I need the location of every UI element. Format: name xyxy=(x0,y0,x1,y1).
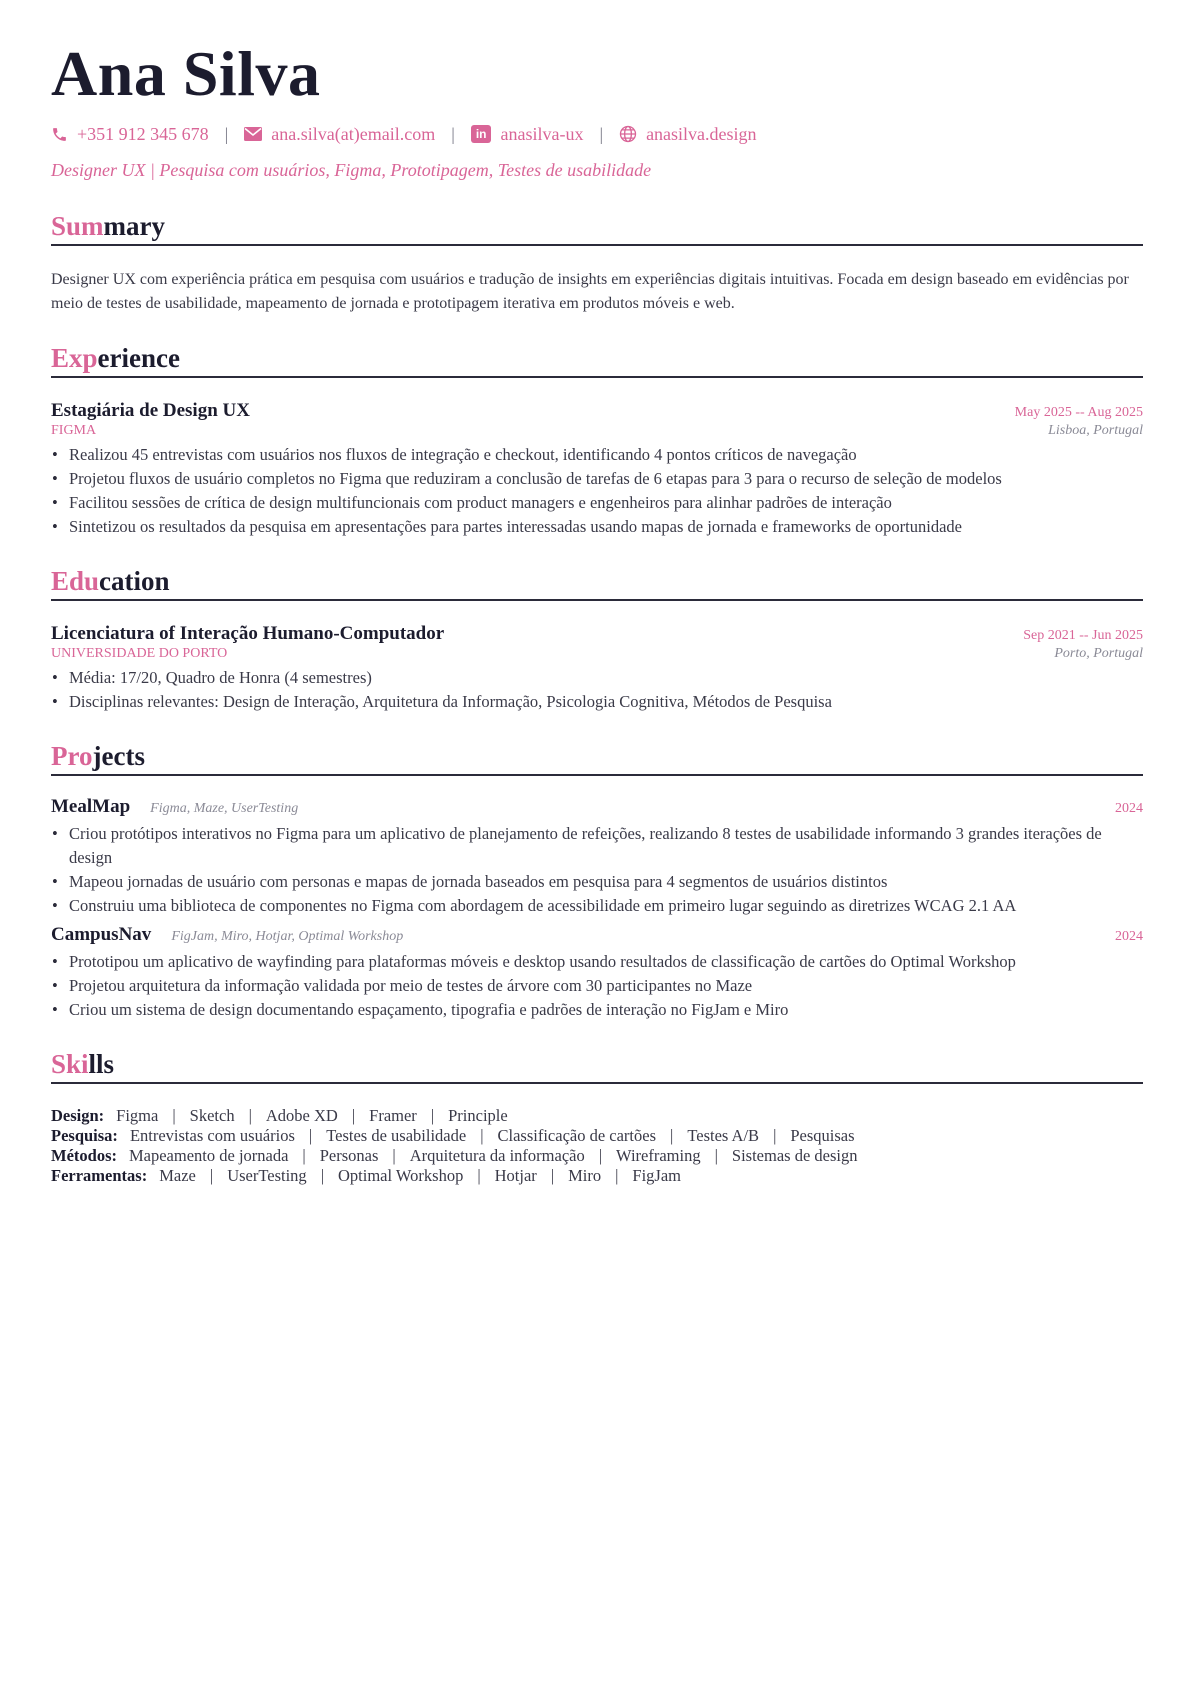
skill-separator: | xyxy=(550,1166,555,1185)
list-item: • Realizou 45 entrevistas com usuários nos fluxos de integração e checkout, identificando 4 pontos críticos de navegação xyxy=(69,443,1143,467)
skill-item: Testes A/B xyxy=(687,1126,760,1145)
job-title: Estagiária de Design UX xyxy=(51,400,250,421)
skill-item: Classificação de cartões xyxy=(497,1126,657,1145)
skill-row-ferramentas xyxy=(51,1166,1143,1186)
school-name: UNIVERSIDADE DO PORTO xyxy=(51,646,228,661)
skill-label: Design: xyxy=(51,1106,105,1125)
education-bullets xyxy=(51,666,1143,714)
contact-separator: | xyxy=(224,123,229,144)
experience-entry xyxy=(51,400,1143,539)
skill-item: Entrevistas com usuários xyxy=(129,1126,295,1145)
skill-separator: | xyxy=(392,1146,396,1165)
skill-separator: | xyxy=(477,1166,481,1185)
skill-item: Framer xyxy=(369,1106,417,1125)
school-location: Porto, Portugal xyxy=(1054,646,1143,661)
project-entry xyxy=(51,796,1143,918)
list-item: • Prototipou um aplicativo de wayfinding para plataformas móveis e desktop usando resultados de classificação de cartões do Optimal Workshop xyxy=(69,950,1143,974)
skill-item: FigJam xyxy=(632,1166,682,1185)
resume-page xyxy=(51,36,1143,1186)
project-tools: Figma, Maze, UserTesting xyxy=(150,801,299,816)
education-entry xyxy=(51,623,1143,714)
degree-title: Licenciatura of Interação Humano-Computador xyxy=(51,623,445,644)
skill-separator: | xyxy=(248,1106,252,1125)
section-title-projects: Projects xyxy=(51,740,1143,776)
skill-item: Optimal Workshop xyxy=(338,1166,464,1185)
skill-item: Mapeamento de jornada xyxy=(128,1146,289,1165)
skill-item: Sketch xyxy=(189,1106,235,1125)
first-name: Ana xyxy=(51,38,167,109)
project-year: 2024 xyxy=(1115,801,1143,816)
skill-item: Adobe XD xyxy=(265,1106,338,1125)
project-bullets xyxy=(51,950,1143,1022)
project-title: MealMap xyxy=(51,796,131,817)
project-entry xyxy=(51,924,1143,1022)
skill-label: Ferramentas: xyxy=(51,1166,148,1185)
contact-phone[interactable] xyxy=(51,124,209,145)
list-item: • Projetou fluxos de usuário completos no Figma que reduziram a conclusão de tarefas de 6 etapas para 3 para o recurso de seleção de modelos xyxy=(69,467,1143,491)
project-title: CampusNav xyxy=(51,924,152,945)
education-dates: Sep 2021 -- Jun 2025 xyxy=(1023,628,1143,643)
contact-linkedin[interactable] xyxy=(471,124,584,145)
skill-row-pesquisa xyxy=(51,1126,1143,1146)
list-item: • Criou um sistema de design documentando espaçamento, tipografia e padrões de interação no FigJam e Miro xyxy=(69,998,1143,1022)
skill-separator: | xyxy=(302,1146,306,1165)
skill-row-metodos xyxy=(51,1146,1143,1166)
globe-icon xyxy=(619,125,637,143)
skill-separator: | xyxy=(172,1106,176,1125)
list-item: • Projetou arquitetura da informação validada por meio de testes de árvore com 30 participantes no Maze xyxy=(69,974,1143,998)
linkedin-handle: anasilva-ux xyxy=(500,123,584,144)
list-item: • Média: 17/20, Quadro de Honra (4 semestres) xyxy=(69,666,1143,690)
skill-item: Pesquisas xyxy=(790,1126,855,1145)
skill-item: Arquitetura da informação xyxy=(409,1146,585,1165)
skill-item: UserTesting xyxy=(227,1166,307,1185)
project-year: 2024 xyxy=(1115,929,1143,944)
list-item: • Disciplinas relevantes: Design de Interação, Arquitetura da Informação, Psicologia Cognitiva, Métodos de Pesquisa xyxy=(69,690,1143,714)
list-item: • Criou protótipos interativos no Figma para um aplicativo de planejamento de refeições, realizando 8 testes de usabilidade informando 3 grandes iterações de design xyxy=(69,822,1143,870)
summary-text: Designer UX com experiência prática em pesquisa com usuários e tradução de insights em experiências digitais intuitivas. Focada em design baseado em evidências por meio de testes de usabilidade, mapeamento de jornada e prototipagem iterativa em produtos móveis e web. xyxy=(51,271,1129,312)
skill-row-design xyxy=(51,1106,1143,1126)
list-item: • Construiu uma biblioteca de componentes no Figma com abordagem de acessibilidade em primeiro lugar seguindo as diretrizes WCAG 2.1 AA xyxy=(69,894,1143,918)
skill-item: Hotjar xyxy=(494,1166,537,1185)
section-title-summary: Summary xyxy=(51,210,1143,246)
skill-item: Principle xyxy=(448,1106,508,1125)
skill-separator: | xyxy=(615,1166,619,1185)
job-dates: May 2025 -- Aug 2025 xyxy=(1014,405,1143,420)
website-url: anasilva.design xyxy=(646,123,757,144)
skill-item: Miro xyxy=(568,1166,602,1185)
experience-bullets xyxy=(51,443,1143,539)
skill-separator: | xyxy=(773,1126,777,1145)
skill-item: Figma xyxy=(116,1106,159,1125)
contact-separator: | xyxy=(599,123,604,144)
contact-website[interactable] xyxy=(619,124,756,145)
list-item: • Sintetizou os resultados da pesquisa em apresentações para partes interessadas usando mapas de jornada e frameworks de oportunidade xyxy=(69,515,1143,539)
skill-separator: | xyxy=(598,1146,603,1165)
section-title-experience: Experience xyxy=(51,342,1143,378)
company-name: FIGMA xyxy=(51,423,97,438)
phone-icon xyxy=(51,126,68,143)
project-tools: FigJam, Miro, Hotjar, Optimal Workshop xyxy=(171,929,404,944)
linkedin-icon: in xyxy=(471,125,492,143)
skill-separator: | xyxy=(670,1126,674,1145)
skill-item: Testes de usabilidade xyxy=(326,1126,467,1145)
tagline: Designer UX | Pesquisa com usuários, Figma, Prototipagem, Testes de usabilidade xyxy=(51,160,652,180)
skill-item: Maze xyxy=(159,1166,196,1185)
job-location: Lisboa, Portugal xyxy=(1048,423,1143,438)
phone-number: +351 912 345 678 xyxy=(77,123,209,144)
section-title-skills: Skills xyxy=(51,1048,1143,1084)
contact-bar xyxy=(51,122,1143,146)
skill-separator: | xyxy=(714,1146,718,1165)
contact-separator: | xyxy=(451,123,455,144)
section-title-education: Education xyxy=(51,565,1143,601)
skill-separator: | xyxy=(209,1166,214,1185)
skill-item: Sistemas de design xyxy=(731,1146,858,1165)
skill-separator: | xyxy=(320,1166,324,1185)
skills-list xyxy=(51,1106,1143,1186)
envelope-icon xyxy=(244,127,262,141)
email-address: ana.silva(at)email.com xyxy=(271,123,436,144)
skill-separator: | xyxy=(480,1126,484,1145)
last-name: Silva xyxy=(182,38,321,109)
skill-separator: | xyxy=(308,1126,313,1145)
skill-separator: | xyxy=(351,1106,356,1125)
list-item: • Facilitou sessões de crítica de design multifuncionais com product managers e engenheiros para alinhar padrões de interação xyxy=(69,491,1143,515)
skill-label: Métodos: xyxy=(51,1146,117,1165)
contact-email[interactable] xyxy=(244,124,435,145)
skill-item: Wireframing xyxy=(616,1146,701,1165)
skill-item: Personas xyxy=(319,1146,379,1165)
skill-separator: | xyxy=(430,1106,435,1125)
skill-label: Pesquisa: xyxy=(51,1126,118,1145)
list-item: • Mapeou jornadas de usuário com personas e mapas de jornada baseados em pesquisa para 4 segmentos de usuários distintos xyxy=(69,870,1143,894)
project-bullets xyxy=(51,822,1143,918)
candidate-name xyxy=(51,36,1143,112)
